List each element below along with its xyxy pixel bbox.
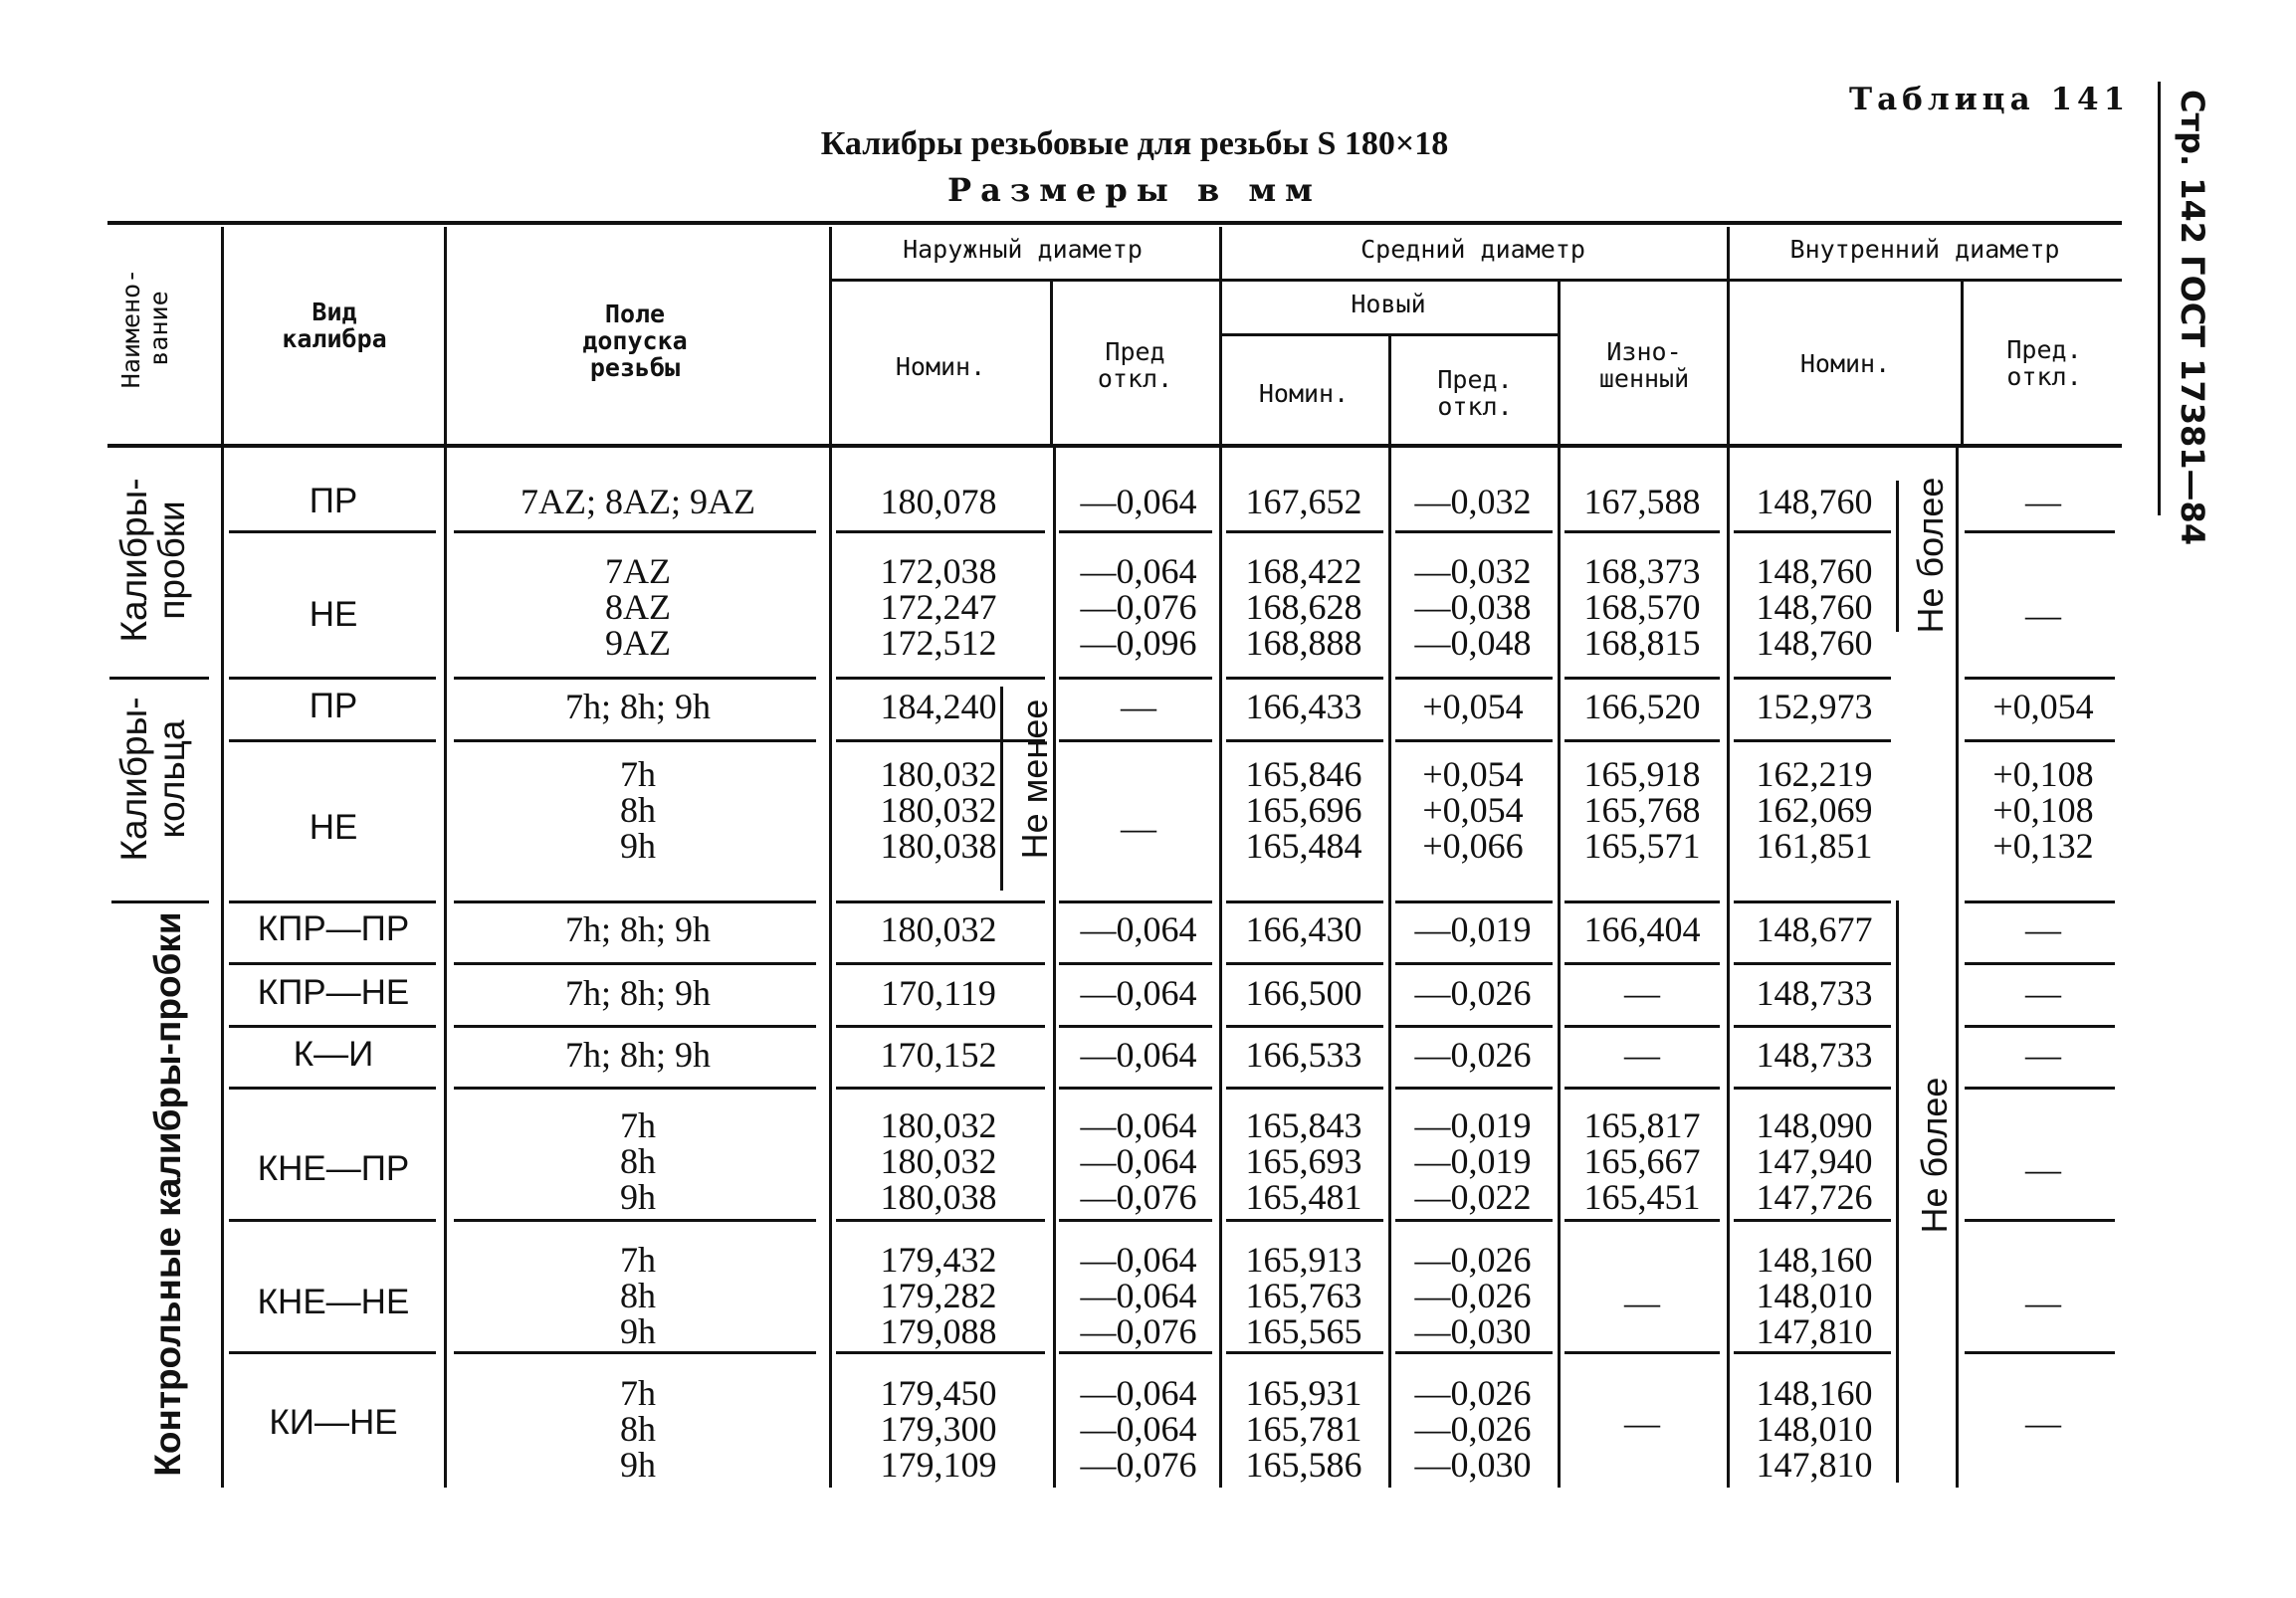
cell-mid-new-nominal: 166,433	[1245, 687, 1362, 726]
table-title: Калибры резьбовые для резьбы S 180×18	[820, 125, 1449, 162]
header-inner-diameter: Внутренний диаметр	[1789, 235, 2060, 264]
cell-inner-nominal: 148,160 148,010 147,810	[1756, 1373, 1873, 1485]
cell-inner-deviation: —	[2025, 1035, 2061, 1075]
cell-mid-new-nominal: 166,430	[1245, 909, 1362, 949]
grid-hline	[229, 1351, 436, 1354]
cell-gauge-type: КНЕ—ПР	[257, 1148, 410, 1188]
grid-hline	[1395, 1351, 1553, 1354]
grid-hline	[836, 1219, 1045, 1222]
grid-hline	[1565, 530, 1720, 533]
cell-inner-deviation: +0,054	[1992, 687, 2094, 726]
grid-hline	[829, 279, 2122, 282]
cell-inner-deviation: +0,108 +0,108 +0,132	[1992, 754, 2094, 866]
cell-outer-nominal: 184,240	[880, 687, 997, 726]
cell-mid-new-deviation: —0,032 —0,038 —0,048	[1414, 551, 1532, 663]
grid-hline	[1565, 739, 1720, 742]
group-label-plugs: Калибры- пробки	[113, 478, 192, 643]
cell-inner-nominal: 148,760 148,760 148,760	[1756, 551, 1873, 663]
grid-hline	[229, 530, 436, 533]
cell-mid-new-deviation: —0,032	[1414, 482, 1532, 521]
table-number-label: Таблица 141	[1849, 82, 2131, 117]
cell-outer-nominal: 180,078	[880, 482, 997, 521]
cell-inner-deviation: —	[2025, 482, 2061, 521]
grid-hline	[229, 1087, 436, 1090]
grid-hline	[454, 1219, 816, 1222]
cell-mid-new-deviation: +0,054 +0,054 +0,066	[1422, 754, 1524, 866]
cell-outer-nominal: 179,432 179,282 179,088	[880, 1240, 997, 1351]
cell-inner-nominal: 148,677	[1756, 909, 1873, 949]
grid-hline	[1226, 1087, 1383, 1090]
grid-hline	[1059, 962, 1212, 965]
grid-hline	[1059, 1025, 1212, 1028]
header-gauge-type-text: Вид калибра	[282, 298, 387, 353]
cell-outer-deviation: —0,064	[1080, 482, 1197, 521]
cell-inner-nominal: 162,219 162,069 161,851	[1756, 754, 1873, 866]
grid-hline	[1734, 739, 1891, 742]
grid-hline	[229, 739, 436, 742]
grid-hline	[1059, 1351, 1212, 1354]
cell-outer-nominal: 172,038 172,247 172,512	[880, 551, 997, 663]
grid-hline	[1965, 900, 2115, 903]
cell-inner-nominal: 148,760	[1756, 482, 1873, 521]
header-outer-diameter: Наружный диаметр	[903, 235, 1143, 264]
grid-hline	[836, 677, 1045, 680]
grid-hline	[229, 677, 436, 680]
grid-hline	[1965, 1025, 2115, 1028]
cell-tolerance-field: 7h; 8h; 9h	[564, 687, 711, 726]
grid-hline	[1734, 962, 1891, 965]
grid-hline	[454, 1025, 816, 1028]
grid-hline	[454, 677, 816, 680]
side-ref-rule	[2158, 82, 2161, 515]
header-name: Наимено- вание	[116, 268, 173, 389]
grid-hline	[1059, 530, 1212, 533]
grid-hline	[1226, 962, 1383, 965]
cell-tolerance-field: 7h 8h 9h	[620, 1240, 656, 1351]
cell-outer-nominal: 180,032 180,032 180,038	[880, 754, 997, 866]
cell-tolerance-field: 7h; 8h; 9h	[564, 1035, 711, 1075]
cell-outer-nominal: 180,032	[880, 909, 997, 949]
grid-hline	[1395, 677, 1553, 680]
grid-hline	[1565, 900, 1720, 903]
cell-tolerance-field: 7h; 8h; 9h	[564, 973, 711, 1013]
grid-vline	[829, 227, 832, 1488]
grid-hline	[1965, 1087, 2115, 1090]
cell-outer-deviation: —0,064 —0,064 —0,076	[1080, 1240, 1197, 1351]
grid-hline	[229, 1025, 436, 1028]
grid-hline	[1059, 900, 1212, 903]
grid-hline	[836, 530, 1045, 533]
header-outer-deviation: Пред откл.	[1097, 337, 1173, 393]
cell-mid-new-deviation: —0,019 —0,019 —0,022	[1414, 1105, 1532, 1217]
grid-hline	[1059, 1219, 1212, 1222]
cell-inner-deviation: —	[2025, 595, 2061, 635]
grid-vline	[444, 227, 447, 1488]
cell-inner-deviation: —	[2025, 909, 2061, 949]
cell-mid-new-deviation: —0,026	[1414, 973, 1532, 1013]
cell-mid-new-deviation: —0,026	[1414, 1035, 1532, 1075]
cell-tolerance-field: 7h 8h 9h	[620, 1373, 656, 1485]
cell-tolerance-field: 7h 8h 9h	[620, 1105, 656, 1217]
grid-hline	[836, 1025, 1045, 1028]
cell-outer-deviation: —0,064 —0,064 —0,076	[1080, 1105, 1197, 1217]
grid-hline	[454, 739, 816, 742]
cell-gauge-type: ПР	[309, 482, 358, 520]
header-tolerance-field: Поле допуска резьбы	[582, 300, 688, 382]
cell-mid-new-nominal: 165,843 165,693 165,481	[1245, 1105, 1362, 1217]
note-not-more-control: Не более	[1914, 1077, 1955, 1234]
cell-mid-worn: —	[1624, 1403, 1660, 1443]
cell-mid-worn: 166,520	[1583, 687, 1701, 726]
grid-hline	[1059, 1087, 1212, 1090]
grid-hline	[1734, 677, 1891, 680]
grid-hline	[1565, 1025, 1720, 1028]
header-gauge-type	[225, 299, 444, 352]
grid-hline	[1565, 962, 1720, 965]
grid-hline	[1226, 1351, 1383, 1354]
cell-inner-deviation: —	[2025, 1403, 2061, 1443]
grid-hline	[1565, 1087, 1720, 1090]
cell-tolerance-field: 7h; 8h; 9h	[564, 909, 711, 949]
grid-hline	[1395, 1087, 1553, 1090]
cell-gauge-type: ПР	[309, 687, 358, 725]
cell-mid-new-nominal: 166,500	[1245, 973, 1362, 1013]
grid-hline	[1965, 530, 2115, 533]
cell-gauge-type: КПР—ПР	[257, 909, 410, 948]
header-mid-worn: Изно- шенный	[1598, 337, 1690, 393]
cell-mid-new-nominal: 165,846 165,696 165,484	[1245, 754, 1362, 866]
cell-mid-worn: 166,404	[1583, 909, 1701, 949]
grid-hline	[1565, 1351, 1720, 1354]
grid-hline	[1565, 677, 1720, 680]
grid-hline	[1226, 677, 1383, 680]
cell-gauge-type: НЕ	[309, 595, 358, 634]
grid-hline	[1734, 1219, 1891, 1222]
grid-hline	[1059, 677, 1212, 680]
cell-gauge-type: НЕ	[309, 808, 358, 847]
cell-tolerance-field: 7AZ; 8AZ; 9AZ	[521, 482, 755, 521]
cell-mid-new-deviation: —0,026 —0,026 —0,030	[1414, 1240, 1532, 1351]
cell-gauge-type: К—И	[293, 1035, 374, 1074]
cell-mid-new-nominal: 167,652	[1245, 482, 1362, 521]
cell-mid-new-nominal: 166,533	[1245, 1035, 1362, 1075]
grid-hline	[111, 900, 209, 903]
cell-inner-nominal: 152,973	[1756, 687, 1873, 726]
header-mid-new-nominal: Номин.	[1258, 379, 1350, 408]
cell-inner-deviation: —	[2025, 1283, 2061, 1322]
cell-mid-new-deviation: —0,026 —0,026 —0,030	[1414, 1373, 1532, 1485]
note-not-more-plugs: Не более	[1910, 477, 1951, 634]
grid-hline	[454, 1087, 816, 1090]
grid-hline	[1226, 739, 1383, 742]
cell-outer-nominal: 179,450 179,300 179,109	[880, 1373, 997, 1485]
grid-hline	[229, 962, 436, 965]
cell-inner-nominal: 148,733	[1756, 1035, 1873, 1075]
cell-gauge-type: КНЕ—НЕ	[257, 1283, 410, 1321]
header-mid-new-deviation: Пред. откл.	[1437, 365, 1513, 421]
cell-outer-nominal: 180,032 180,032 180,038	[880, 1105, 997, 1217]
cell-mid-worn: —	[1624, 1283, 1660, 1322]
cell-outer-deviation: —0,064	[1080, 973, 1197, 1013]
grid-hline	[1965, 1351, 2115, 1354]
cell-inner-nominal: 148,090 147,940 147,726	[1756, 1105, 1873, 1217]
grid-hline	[836, 900, 1045, 903]
grid-hline	[1395, 1219, 1553, 1222]
grid-hline	[1226, 900, 1383, 903]
group-label-control: Контрольные калибры-пробки	[147, 911, 188, 1477]
cell-mid-worn: 167,588	[1583, 482, 1701, 521]
grid-hline	[836, 1087, 1045, 1090]
grid-vline	[1053, 444, 1056, 1488]
grid-hline	[1734, 900, 1891, 903]
header-mid-diameter: Средний диаметр	[1360, 235, 1585, 264]
cell-inner-deviation: —	[2025, 973, 2061, 1013]
grid-hline	[229, 1219, 436, 1222]
grid-hline	[1395, 962, 1553, 965]
grid-hline	[1565, 1219, 1720, 1222]
grid-hline	[1226, 1219, 1383, 1222]
grid-hline	[1734, 1087, 1891, 1090]
grid-vline	[1961, 282, 1964, 444]
cell-outer-deviation: —0,064 —0,064 —0,076	[1080, 1373, 1197, 1485]
grid-hline	[1965, 1219, 2115, 1222]
cell-mid-worn: 165,918 165,768 165,571	[1583, 754, 1701, 866]
cell-inner-nominal: 148,160 148,010 147,810	[1756, 1240, 1873, 1351]
grid-hline	[1395, 530, 1553, 533]
cell-tolerance-field: 7AZ 8AZ 9AZ	[605, 551, 671, 663]
grid-vline	[221, 227, 224, 1488]
group-label-rings: Калибры- кольца	[113, 697, 192, 862]
cell-mid-new-nominal: 168,422 168,628 168,888	[1245, 551, 1362, 663]
header-inner-deviation: Пред. откл.	[2006, 335, 2082, 391]
cell-outer-nominal: 170,119	[881, 973, 996, 1013]
grid-hline	[1395, 739, 1553, 742]
grid-hline	[1395, 1025, 1553, 1028]
cell-outer-deviation: —	[1121, 687, 1156, 726]
cell-outer-deviation: —0,064	[1080, 909, 1197, 949]
grid-hline	[836, 962, 1045, 965]
grid-hline	[454, 1351, 816, 1354]
cell-mid-new-nominal: 165,913 165,763 165,565	[1245, 1240, 1362, 1351]
header-inner-nominal: Номин.	[1799, 349, 1891, 378]
grid-hline	[107, 444, 2122, 448]
grid-hline	[1734, 1025, 1891, 1028]
cell-mid-new-deviation: +0,054	[1422, 687, 1524, 726]
table-subtitle: Размеры в мм	[947, 171, 1322, 209]
grid-hline	[1965, 739, 2115, 742]
cell-inner-nominal: 148,733	[1756, 973, 1873, 1013]
cell-mid-new-deviation: —0,019	[1414, 909, 1532, 949]
cell-mid-worn: 168,373 168,570 168,815	[1583, 551, 1701, 663]
cell-mid-worn: —	[1624, 1035, 1660, 1075]
cell-mid-worn: 165,817 165,667 165,451	[1583, 1105, 1701, 1217]
cell-outer-deviation: —	[1121, 808, 1156, 848]
cell-mid-worn: —	[1624, 973, 1660, 1013]
grid-hline	[454, 962, 816, 965]
cell-gauge-type: КИ—НЕ	[269, 1403, 398, 1442]
grid-hline	[1395, 900, 1553, 903]
header-mid-new: Новый	[1351, 290, 1426, 318]
header-outer-nominal: Номин.	[895, 352, 986, 381]
grid-hline	[1965, 962, 2115, 965]
grid-hline	[836, 1351, 1045, 1354]
grid-hline	[1734, 1351, 1891, 1354]
grid-hline	[454, 900, 816, 903]
cell-tolerance-field: 7h 8h 9h	[620, 754, 656, 866]
cell-outer-deviation: —0,064 —0,076 —0,096	[1080, 551, 1197, 663]
cell-gauge-type: КПР—НЕ	[257, 973, 410, 1012]
grid-hline	[229, 900, 436, 903]
cell-mid-new-nominal: 165,931 165,781 165,586	[1245, 1373, 1362, 1485]
cell-outer-nominal: 170,152	[880, 1035, 997, 1075]
grid-hline	[1965, 677, 2115, 680]
grid-hline	[1226, 530, 1383, 533]
grid-hline	[1226, 1025, 1383, 1028]
cell-inner-deviation: —	[2025, 1148, 2061, 1189]
grid-vline	[1956, 444, 1959, 1488]
grid-hline	[454, 530, 816, 533]
grid-hline	[1734, 530, 1891, 533]
grid-hline	[1059, 739, 1212, 742]
note-not-less-rings: Не менее	[1014, 699, 1055, 860]
side-page-reference: Стр. 142 ГОСТ 17381—84	[2174, 90, 2211, 546]
grid-hline	[107, 221, 2122, 225]
cell-outer-deviation: —0,064	[1080, 1035, 1197, 1075]
